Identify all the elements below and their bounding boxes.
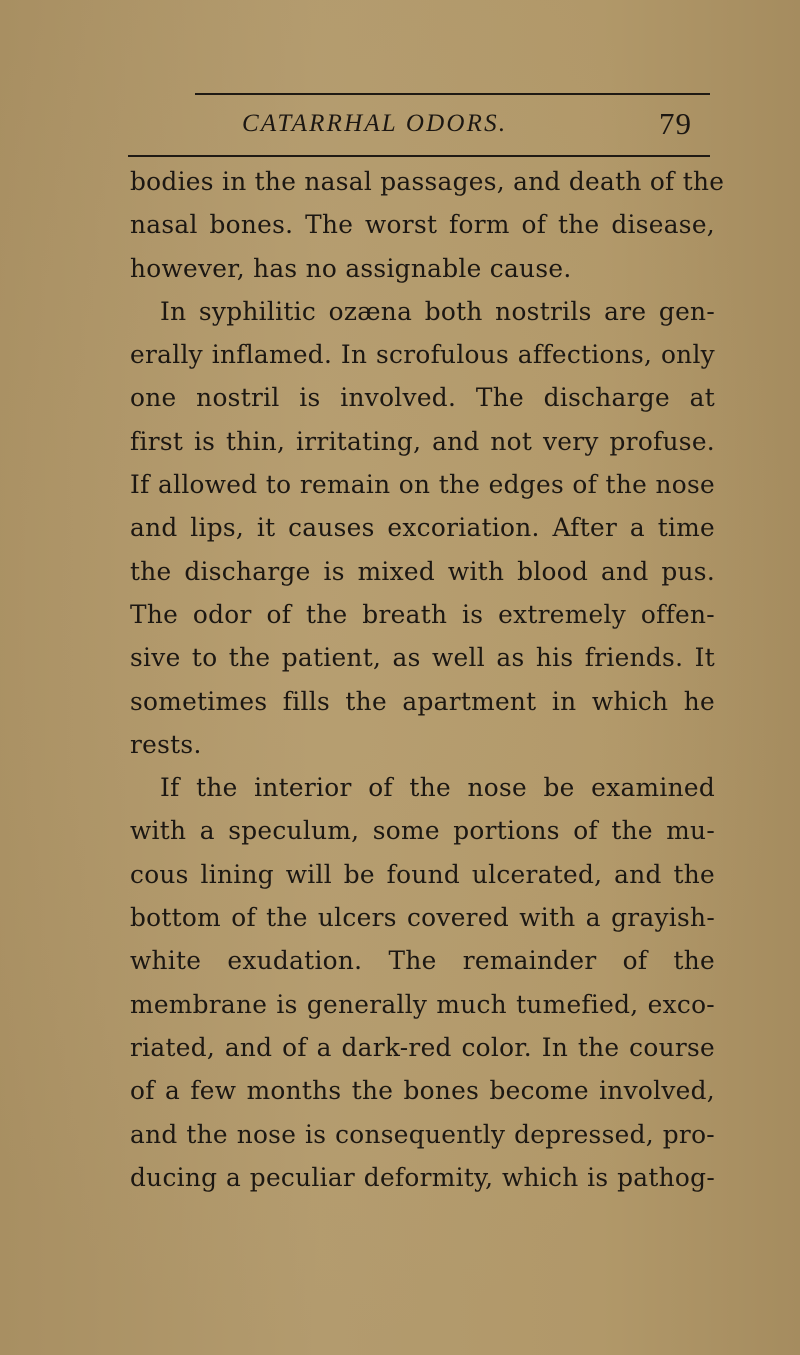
text-line: bodies in the nasal passages, and death of the <box>130 167 725 196</box>
text-line: and the nose is consequently depressed, pro- <box>130 1119 715 1149</box>
header-bottom-rule <box>128 155 710 157</box>
page-number: 79 <box>659 106 692 141</box>
text-line: white exudation. The remainder of the <box>130 946 715 976</box>
text-line: first is thin, irritating, and not very profuse. <box>130 426 715 456</box>
body-text <box>130 160 725 1199</box>
text-line: riated, and of a dark-red color. In the course <box>130 1032 715 1062</box>
text-line: rests. <box>130 729 202 759</box>
text-line: nasal bones. The worst form of the disease, <box>130 210 715 240</box>
text-line: however, has no assignable cause. <box>130 253 572 283</box>
text-line: erally inflamed. In scrofulous affections, only <box>130 340 715 370</box>
text-line: the discharge is mixed with blood and pus. <box>130 556 715 586</box>
running-head: CATARRHAL ODORS. <box>242 110 508 137</box>
text-line: of a few months the bones become involved, <box>130 1076 715 1106</box>
text-line: and lips, it causes excoriation. After a time <box>130 513 715 543</box>
text-line: If allowed to remain on the edges of the nose <box>130 470 715 500</box>
text-line: In syphilitic ozæna both nostrils are gen- <box>160 296 715 326</box>
text-line: with a speculum, some portions of the mu- <box>130 816 715 846</box>
header-top-rule <box>195 93 710 95</box>
text-line: The odor of the breath is extremely offen- <box>130 599 715 629</box>
text-line: cous lining will be found ulcerated, and the <box>130 859 715 889</box>
text-line: sometimes fills the apartment in which he <box>130 686 715 716</box>
text-line: If the interior of the nose be examined <box>160 773 715 803</box>
text-line: one nostril is involved. The discharge at <box>130 383 715 413</box>
text-line: membrane is generally much tumefied, exco- <box>130 989 715 1019</box>
text-line: ducing a peculiar deformity, which is pathog- <box>130 1162 715 1192</box>
text-line: sive to the patient, as well as his friends. It <box>130 643 715 673</box>
text-line: bottom of the ulcers covered with a grayish- <box>130 903 715 933</box>
page-header <box>0 104 800 144</box>
